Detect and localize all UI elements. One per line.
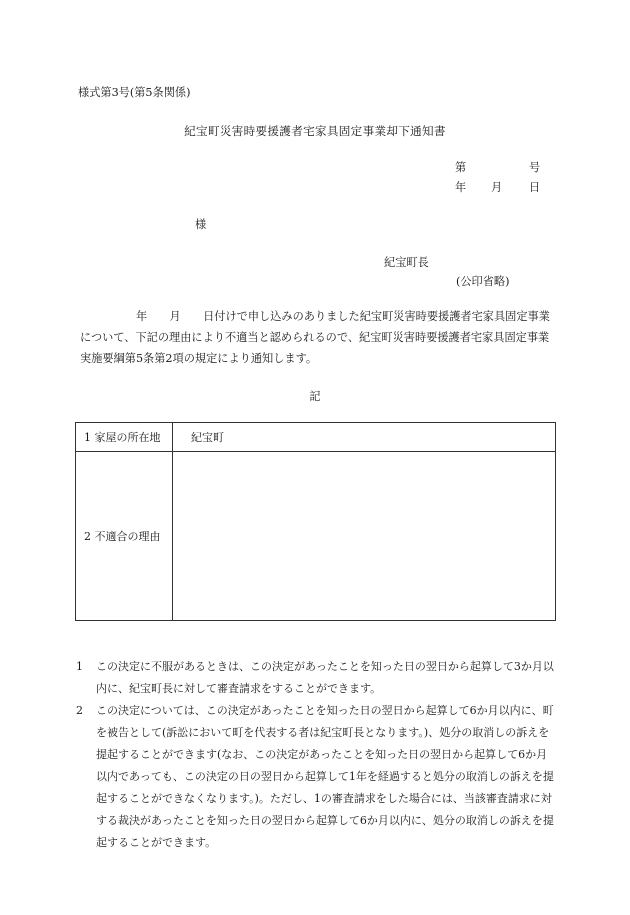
row-value-reason xyxy=(173,452,556,621)
addressee-suffix: 様 xyxy=(195,218,207,231)
document-title: 紀宝町災害時要援護者宅家具固定事業却下通知書 xyxy=(184,124,446,138)
row-label-reason: 2 不適合の理由 xyxy=(76,452,173,621)
date-month: 月 xyxy=(491,181,503,194)
number-suffix: 号 xyxy=(529,161,541,174)
date-day: 日 xyxy=(529,181,541,194)
note-number: 1 xyxy=(76,660,83,673)
row-label-location: 1 家屋の所在地 xyxy=(76,423,173,452)
note-item xyxy=(76,700,554,854)
note-number: 2 xyxy=(76,704,83,717)
number-prefix: 第 xyxy=(455,161,467,174)
row-value-location: 紀宝町 xyxy=(173,423,556,452)
table-row xyxy=(76,423,556,452)
form-label: 様式第3号(第5条関係) xyxy=(78,86,191,99)
issuer-name: 紀宝町長 xyxy=(384,256,429,269)
seal-note: (公印省略) xyxy=(456,275,510,288)
notes-section xyxy=(76,656,554,854)
note-item xyxy=(76,656,554,700)
ki-heading: 記 xyxy=(309,390,321,403)
body-paragraph: 年 月 日付けで申し込みのありました紀宝町災害時要援護者宅家具固定事業について、下記の理由により不適当と認められるので、紀宝町災害時要援護者宅家具固定事業実施要綱第5条第2項の規定により通知します。 xyxy=(80,310,550,365)
note-text: この決定に不服があるときは、この決定があったことを知った日の翌日から起算して3か月以内に、紀宝町長に対して審査請求をすることができます。 xyxy=(96,660,554,695)
note-text: この決定については、この決定があったことを知った日の翌日から起算して6か月以内に、町を被告として(訴訟において町を代表する者は紀宝町長となります。)、処分の取消しの訴えを提起することができます(なお、この決定があったことを知った日の翌日から起算して6か月以内であっても、この決定の日の翌日から起算して1年を経過すると処分の取消しの訴えを提起することができなくなります。)。ただし、1の審査請求をした場合には、当該審査請求に対する裁決があったことを知った日の翌日から起算して6か月以内に、処分の取消しの訴えを提起することができます。 xyxy=(96,704,554,849)
date-year: 年 xyxy=(455,181,467,194)
details-table xyxy=(75,422,556,621)
table-row xyxy=(76,452,556,621)
